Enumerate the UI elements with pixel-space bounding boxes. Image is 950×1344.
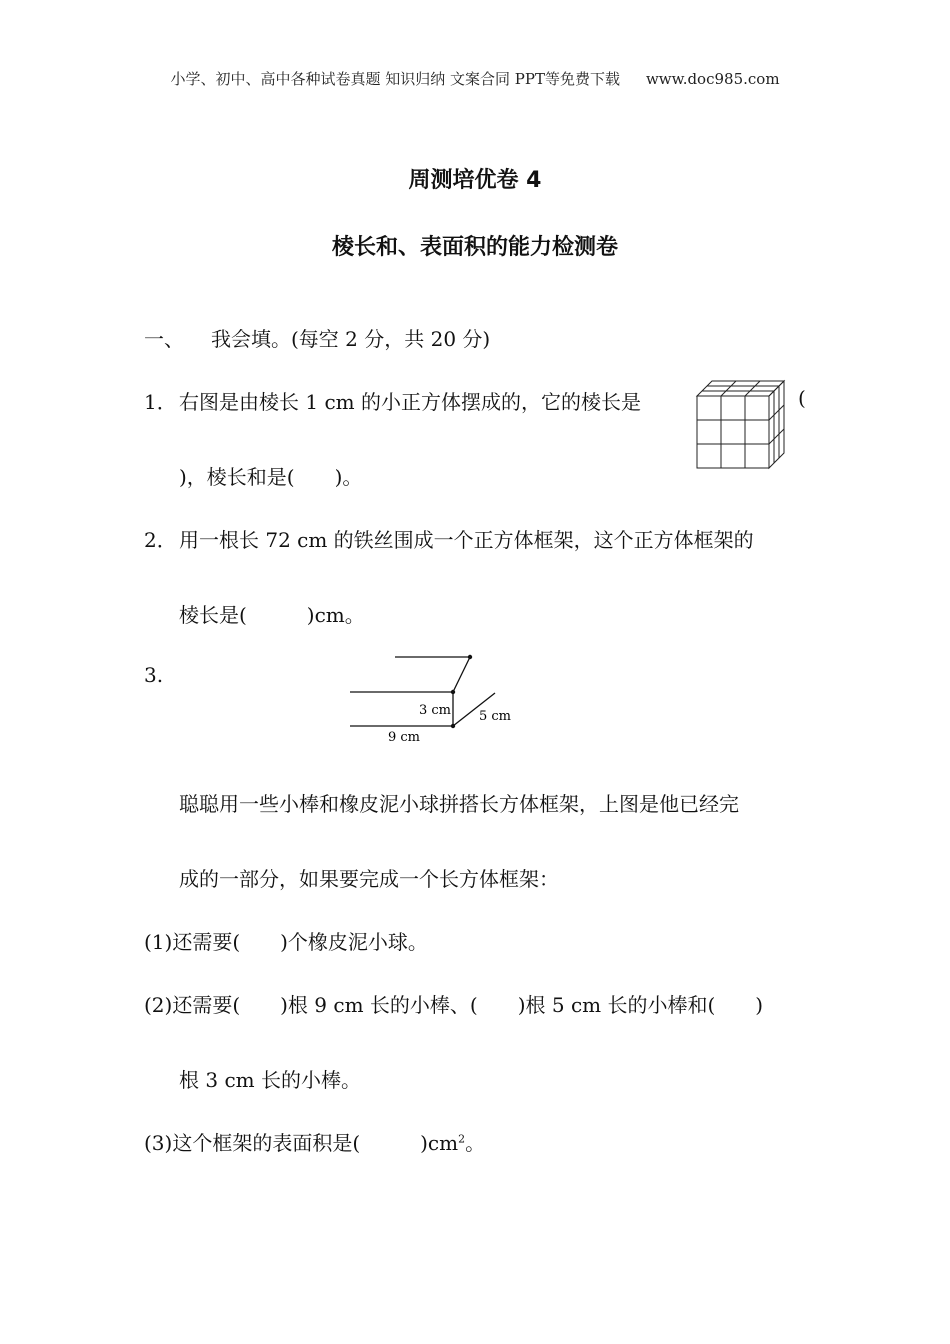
label-height: 3 cm [419,703,452,718]
q1-line2: )，棱长和是( )。 [179,465,363,489]
clay-ball [468,655,472,659]
q3-part1: (1)还需要( )个橡皮泥小球。 [144,930,428,954]
label-width: 5 cm [479,709,512,724]
q3-number: 3. [144,663,164,687]
clay-ball [451,690,455,694]
q3-line1: 聪聪用一些小棒和橡皮泥小球拼搭长方体框架，上图是他已经完 [179,792,739,816]
frame-figure [345,648,525,748]
q3-part3-sup: 2 [458,1132,466,1146]
label-length: 9 cm [388,730,421,745]
q3-part3-text: (3)这个框架的表面积是( )cm [144,1131,459,1155]
q1-number: 1． [144,390,177,414]
q3-part3 [144,1127,485,1156]
cube-front-face [697,396,769,468]
cube-right-face [769,381,784,468]
section-number: 一、 [144,327,184,351]
page-title: 周测培优卷 4 [408,168,542,193]
q2-line2: 棱长是( )cm。 [179,603,365,627]
header-text: 小学、初中、高中各种试卷真题 知识归纳 文案合同 PPT等免费下载 [170,70,620,88]
q1-line1: 右图是由棱长 1 cm 的小正方体摆成的，它的棱长是 [179,390,641,414]
q3-part3-end: 。 [465,1131,486,1155]
q3-line2: 成的一部分，如果要完成一个长方体框架： [179,867,559,891]
section-heading: 我会填。(每空 2 分，共 20 分) [211,327,491,351]
cube-figure [692,376,792,474]
q3-part2-cont: 根 3 cm 长的小棒。 [179,1068,361,1092]
page-header [0,68,950,89]
page-subtitle: 棱长和、表面积的能力检测卷 [331,235,618,260]
q2-number: 2． [144,528,177,552]
clay-ball [451,724,455,728]
q1-open-paren: ( [798,386,806,410]
q3-part2: (2)还需要( )根 9 cm 长的小棒、( )根 5 cm 长的小棒和( ) [144,993,764,1017]
header-url: www.doc985.com [645,70,780,88]
q2-line1: 用一根长 72 cm 的铁丝围成一个正方体框架，这个正方体框架的 [179,528,754,552]
